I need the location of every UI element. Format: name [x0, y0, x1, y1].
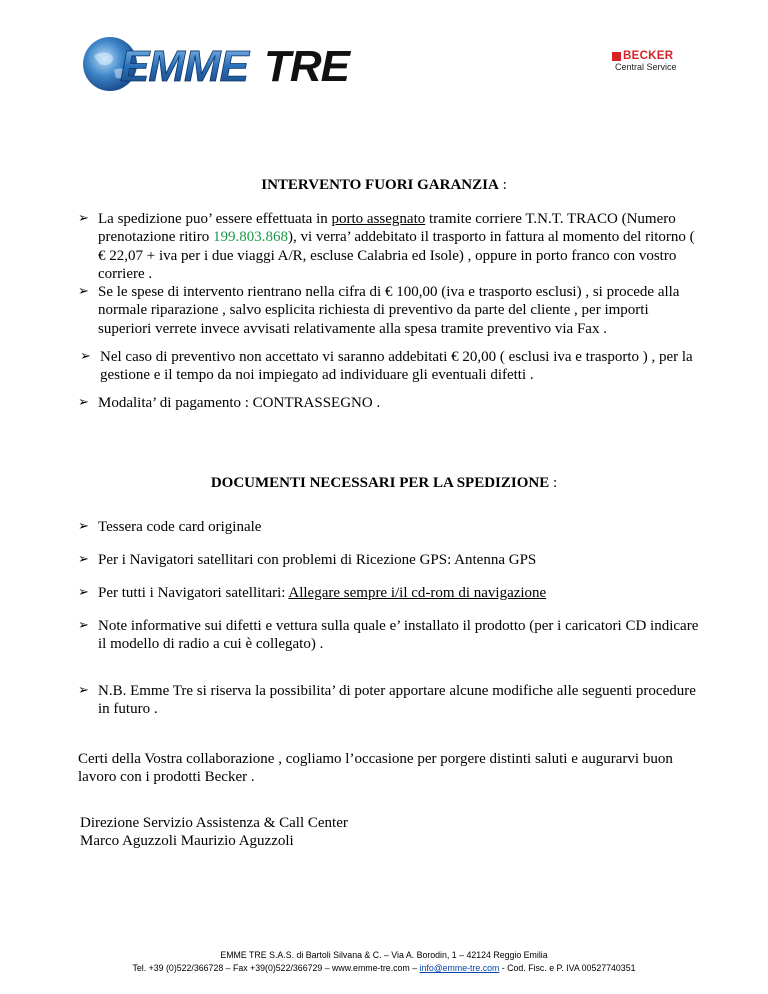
bullet-tessera	[78, 518, 700, 536]
arrow-bullet-icon: ➢	[78, 519, 89, 534]
bullet-navigatori	[78, 584, 700, 602]
footer-phones: Tel. +39 (0)522/366728 – Fax +39(0)522/366729 – www.emme-tre.com –	[132, 963, 420, 973]
section-title-intervento-text: INTERVENTO FUORI GARANZIA	[261, 177, 499, 193]
becker-mark-icon	[612, 52, 621, 61]
arrow-bullet-icon: ➢	[78, 284, 89, 300]
bullet-text: N.B. Emme Tre si riserva la possibilita’ di poter apportare alcune modifiche alle seguenti procedure in futuro .	[98, 683, 696, 718]
section-title-documenti-text: DOCUMENTI NECESSARI PER LA SPEDIZIONE	[210, 475, 550, 491]
bullet-text: Per tutti i Navigatori satellitari:	[98, 585, 289, 601]
footer-email-link[interactable]: info@emme-tre.com	[419, 963, 500, 973]
bullet-spese	[78, 283, 700, 338]
footer-address: EMME TRE S.A.S. di Bartoli Silvana & C. – Via A. Borodin, 1 – 42124 Reggio Emilia	[220, 950, 548, 960]
bullet-text: Note informative sui difetti e vettura sulla quale e’ installato il prodotto (per i caricatori CD indicare il modello di radio a cui è collegato) .	[98, 618, 699, 653]
bullet-list-pagamento	[78, 394, 700, 412]
bullet-list-note	[78, 617, 700, 654]
closing-paragraph: Certi della Vostra collaborazione , cogliamo l’occasione per porgere distinti saluti e augurarvi buon lavoro con i prodotti Becker .	[78, 751, 673, 786]
logo-text-tre: TRE	[264, 42, 349, 91]
section-title-intervento	[0, 176, 768, 194]
bullet-list-tessera	[78, 518, 700, 536]
bullet-spedizione	[78, 210, 700, 283]
bullet-text: Se le spese di intervento rientrano nella cifra di € 100,00 (iva e trasporto esclusi) , si procede alla normale riparazione , salvo esplicita richiesta di preventivo da parte del cliente , per importi superiori verrete invece avvisati relativamente alla spesa tramite preventivo via Fax .	[98, 284, 680, 337]
footer	[0, 949, 768, 975]
bullet-text: Modalita’ di pagamento : CONTRASSEGNO .	[98, 395, 381, 411]
signature-line-2: Marco Aguzzoli Maurizio Aguzzoli	[80, 833, 294, 849]
phone-number[interactable]: 199.803.868	[212, 229, 288, 246]
bullet-list-nb	[78, 682, 700, 719]
bullet-preventivo	[80, 348, 702, 385]
bullet-text: Nel caso di preventivo non accettato vi saranno addebitati € 20,00 ( esclusi iva e trasporto ) , per la gestione e il tempo da noi impiegato ad individuare gli eventuali difetti .	[100, 349, 693, 384]
bullet-text: Tessera code card originale	[98, 519, 262, 535]
cdrom-note: Allegare sempre i/il cd-rom di navigazione	[288, 585, 547, 601]
bullet-note	[78, 617, 700, 654]
arrow-bullet-icon: ➢	[78, 585, 89, 600]
signature-line-1: Direzione Servizio Assistenza & Call Center	[80, 815, 348, 831]
bullet-text: La spedizione puo’ essere effettuata in	[98, 211, 332, 227]
bullet-text: tramite corriere T.N.T. TRACO (Numero prenotazione ritiro	[98, 211, 676, 246]
logo-text-emme: EMME	[120, 42, 248, 91]
arrow-bullet-icon: ➢	[78, 395, 89, 410]
bullet-list-intervento	[78, 210, 700, 338]
arrow-bullet-icon: ➢	[78, 618, 89, 633]
becker-brand: BECKER	[623, 50, 674, 62]
footer-vat: - Cod. Fisc. e P. IVA 00527740351	[499, 963, 636, 973]
becker-subtitle: Central Service	[615, 62, 677, 72]
arrow-bullet-icon: ➢	[78, 552, 89, 567]
bullet-text: Per i Navigatori satellitari con problemi di Ricezione GPS: Antenna GPS	[98, 552, 537, 568]
bullet-list-preventivo	[80, 348, 702, 385]
section-title-suffix: :	[498, 177, 507, 193]
bullet-nb	[78, 682, 700, 719]
section-title-documenti	[0, 474, 768, 492]
bullet-pagamento	[78, 394, 700, 412]
bullet-text: ), vi verra’ addebitato il trasporto in fattura al momento del ritorno ( € 22,07 + iva per i due viaggi A/R, escluse Calabria ed Isole) , oppure in porto franco con vostro corriere .	[98, 229, 695, 282]
becker-logo	[612, 50, 692, 74]
footer-contacts	[0, 962, 768, 975]
porto-assegnato-link: porto assegnato	[331, 211, 426, 227]
arrow-bullet-icon: ➢	[78, 211, 89, 226]
section-title-suffix: :	[549, 475, 558, 491]
arrow-bullet-icon: ➢	[80, 349, 91, 364]
bullet-list-gps	[78, 551, 700, 569]
emmetre-logo	[80, 34, 370, 94]
bullet-list-navigatori	[78, 584, 700, 602]
arrow-bullet-icon: ➢	[78, 683, 89, 698]
bullet-gps	[78, 551, 700, 569]
